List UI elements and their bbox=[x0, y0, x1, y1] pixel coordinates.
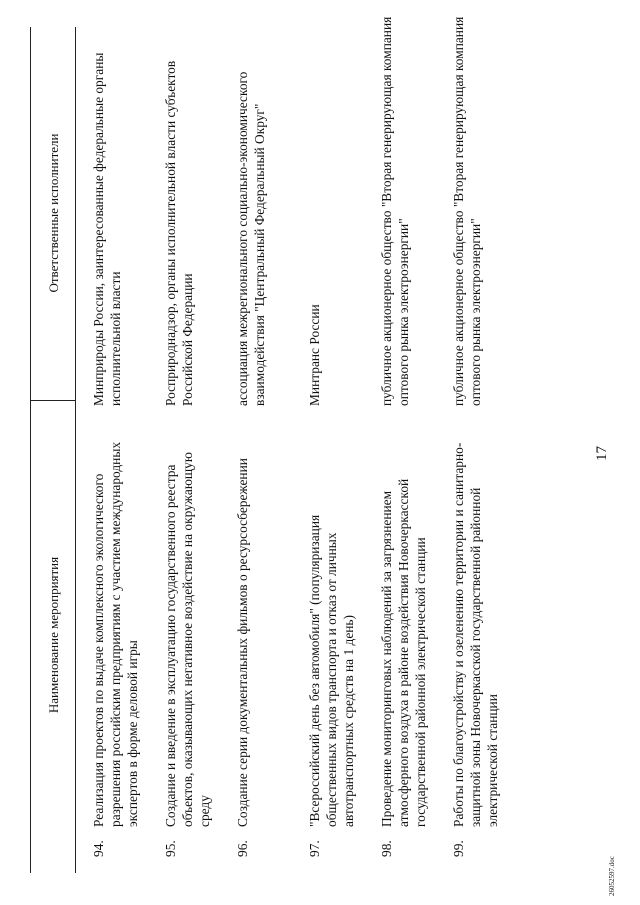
header-responsible: Ответственные исполнители bbox=[46, 133, 61, 293]
measure-text: Работы по благоустройству и озеленению территории и санитарно-защитной зоны Новочеркасской государственной районной электрической станции bbox=[451, 442, 500, 827]
responsible-text: Росприроднадзор, органы исполнительной власти субъектов Российской Федерации bbox=[163, 60, 195, 406]
measure-text: Создание серии документальных фильмов о ресурсосбережении bbox=[235, 458, 250, 827]
measure-text: "Всероссийский день без автомобиля" (популяризация общественных видов транспорта и отказ от личных автотранспортных средств на 1 день) bbox=[307, 514, 356, 827]
table-top-rule bbox=[30, 27, 31, 873]
row-number: 94. bbox=[91, 840, 106, 857]
responsible-text: Минприроды России, заинтересованные федеральные органы исполнительной власти bbox=[91, 52, 123, 406]
measure-text: Проведение мониторинговых наблюдений за загрязнением атмосферного воздуха в районе воздействия Новочеркасской государственной районной электрической станции bbox=[379, 478, 428, 827]
row-number: 95. bbox=[163, 840, 178, 857]
header-bottom-rule bbox=[75, 27, 76, 873]
responsible-text: публичное акционерное общество "Вторая генерирующая компания оптового рынка электроэнергии" bbox=[451, 16, 483, 406]
measure-text: Реализация проектов по выдаче комплексного экологического разрешения российским предприятиям с участием международных экспертов в форме деловой игры bbox=[91, 441, 140, 827]
responsible-text: ассоциация межрегионального социально-экономического взаимодействия "Центральный Федеральный Округ" bbox=[235, 71, 267, 406]
responsible-text: Минтранс России bbox=[307, 304, 322, 406]
header-measures: Наименование мероприятия bbox=[46, 556, 61, 714]
row-number: 96. bbox=[235, 840, 250, 857]
document-filename: 26052597.doc bbox=[608, 856, 616, 896]
header-column-divider bbox=[30, 400, 76, 401]
row-number: 99. bbox=[451, 840, 466, 857]
row-number: 97. bbox=[307, 840, 322, 857]
page-number: 17 bbox=[594, 446, 610, 461]
row-number: 98. bbox=[379, 840, 394, 857]
measure-text: Создание и введение в эксплуатацию государственного реестра объектов, оказывающих негативное воздействие на окружающую среду bbox=[163, 452, 212, 827]
responsible-text: публичное акционерное общество "Вторая генерирующая компания оптового рынка электроэнергии" bbox=[379, 16, 411, 406]
